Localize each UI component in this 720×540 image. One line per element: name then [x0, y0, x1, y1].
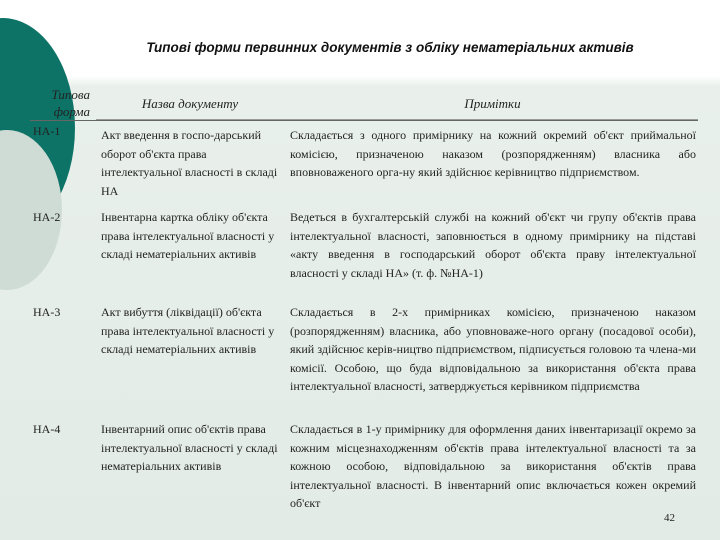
page-title: Типові форми первинних документів з обліку нематеріальних активів	[146, 40, 634, 55]
row-1-note: Складається з одного примірнику на кожний окремий об'єкт приймальної комісією, призначеною наказом (розпорядженням) власника або вповноваженого орга-ну який здійснює керівництво підприємством.	[290, 128, 696, 180]
row-3-code: НА-3	[33, 305, 61, 319]
row-4-document: Інвентарний опис об'єктів права інтелектуальної власності у складі нематеріальних активів	[101, 422, 278, 474]
header-form: Типова форма	[51, 87, 90, 119]
row-4-code: НА-4	[33, 422, 61, 436]
row-1-code: НА-1	[33, 124, 61, 138]
row-2-note: Ведеться в бухгалтерській службі на кожний об'єкт чи групу об'єктів права інтелектуальної власності, заповнюється в одному примірнику на підставі «акту введення в господарський оборот об'єкта праву інтелектуальної власності у складі НА» (т. ф. №НА-1)	[290, 210, 696, 280]
row-4-note: Складається в 1-у примірнику для оформлення даних інвентаризації окремо за кожним місцезнаходженням об'єктів права інтелектуальної власності та за кожною особою, відповідальною за використання об'єктів права інтелектуальної власності. В інвентарний опис включається кожен окремий об'єкт	[290, 422, 696, 511]
header-notes: Примітки	[464, 96, 521, 111]
header-divider-secondary	[96, 119, 698, 120]
header-divider	[30, 120, 698, 121]
row-2-code: НА-2	[33, 210, 61, 224]
row-3-document: Акт вибуття (ліквідації) об'єкта права інтелектуальної власності у складі нематеріальних активів	[101, 305, 275, 357]
row-1-document: Акт введення в госпо-дарський оборот об'єкта права інтелектуальної власності в складі НА	[101, 128, 278, 198]
row-2-document: Інвентарна картка обліку об'єкта права інтелектуальної власності у складі нематеріальних активів	[101, 210, 275, 262]
header-document-name: Назва документу	[141, 96, 239, 111]
page-number: 42	[664, 512, 675, 524]
row-3-note: Складається в 2-х примірниках комісією, призначеною наказом (розпорядженням) власника, або уповноваже-ного органу (посадової особи), який здійснює керів-ництво підприємством, підписується головою та члена-ми комісії. Особою, що буда відповідальною за використання об'єкта права інтелектуальної власності, затверджується керівником підприємства	[290, 305, 696, 394]
